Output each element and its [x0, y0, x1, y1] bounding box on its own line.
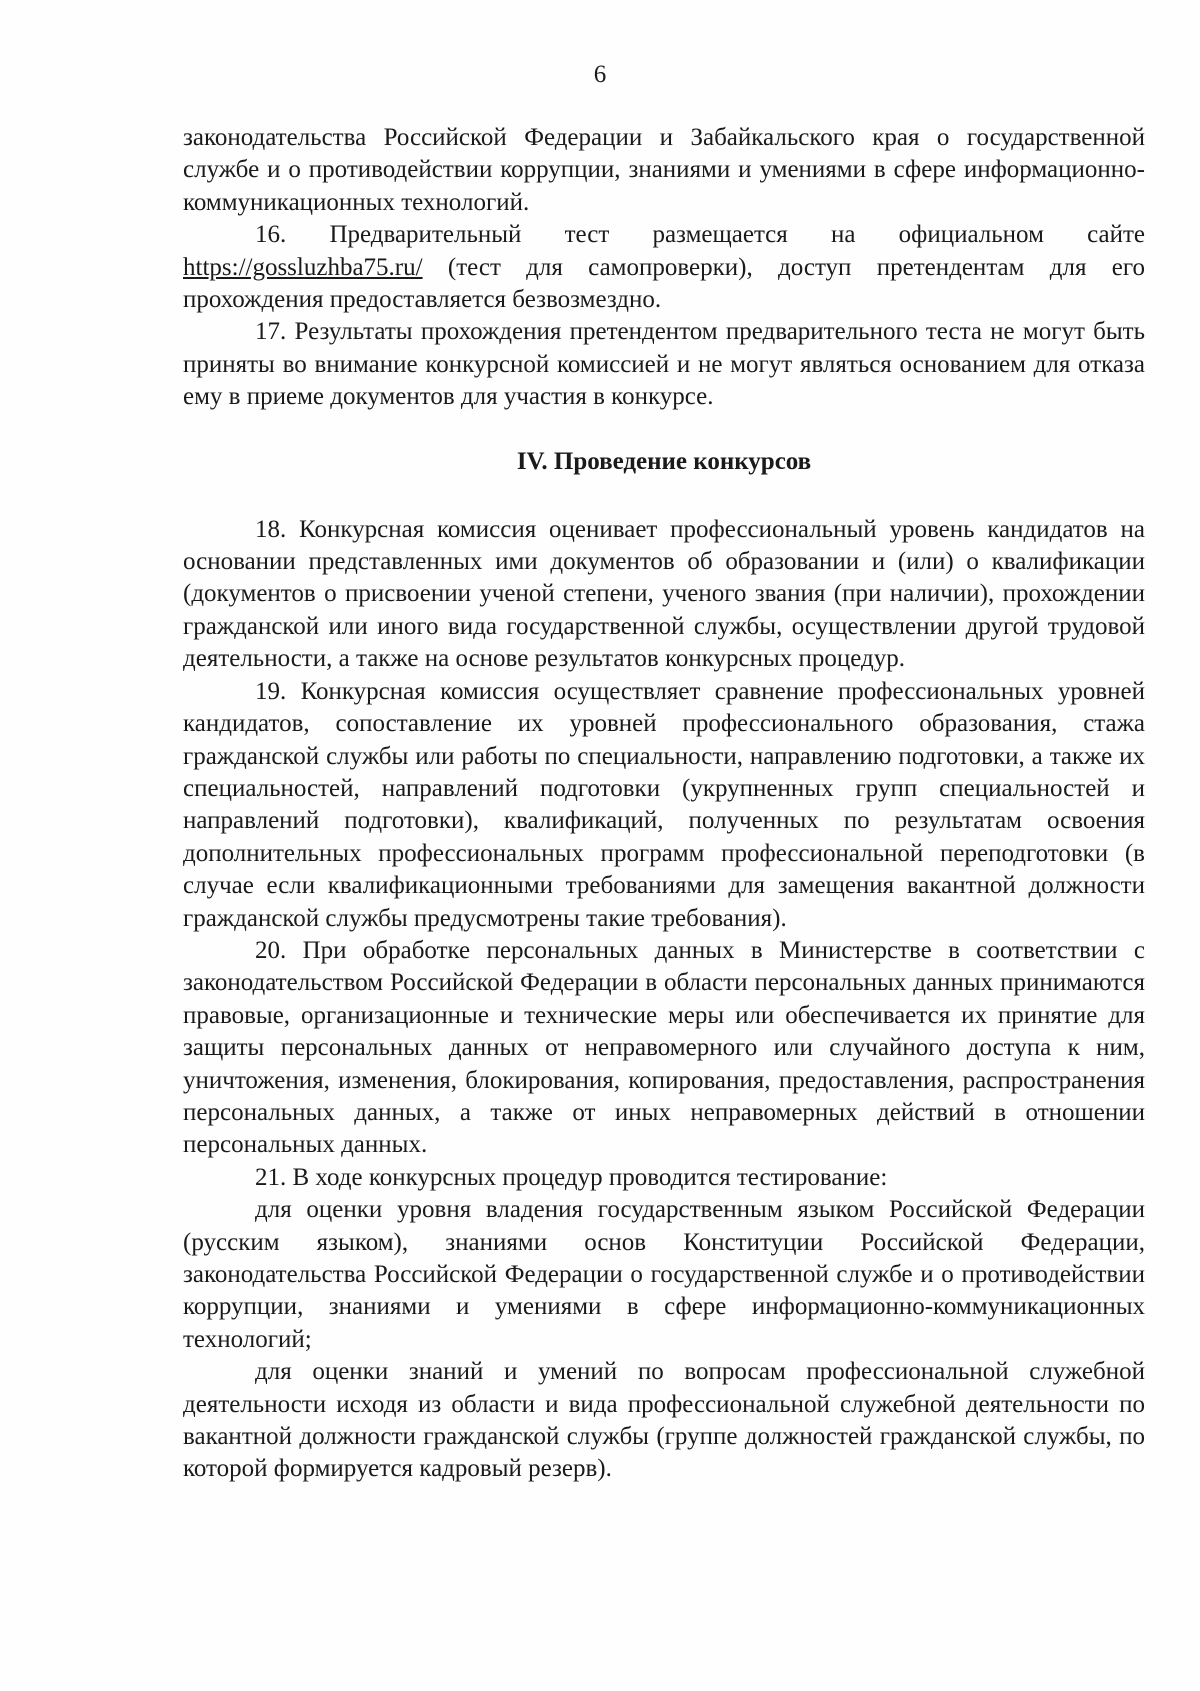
official-site-link[interactable]: https://gossluzhba75.ru/ — [183, 253, 423, 281]
paragraph-18: 18. Конкурсная комиссия оценивает профессиональный уровень кандидатов на основании представленных ими документов об образовании и (или) о квалификации (документов о присвоении ученой степени, ученого звания (при наличии), прохождении гражданской или иного вида государственной службы, осуществлении другой трудовой деятельности, а также на основе результатов конкурсных процедур. — [183, 515, 1145, 673]
paragraph-21-item-a: для оценки уровня владения государственным языком Российской Федерации (русским языком), знаниями основ Конституции Российской Федерации, законодательства Российской Федерации о государственной службе и о противодействии коррупции, знаниями и умениями в сфере информационно-коммуникационных технологий; — [183, 1196, 1145, 1353]
section-heading: IV. Проведение конкурсов — [516, 447, 812, 475]
paragraph-16-text-start: 16. Предварительный тест размещается на официальном сайте — [255, 221, 1145, 249]
document-body — [183, 122, 1145, 1486]
paragraph-20: 20. При обработке персональных данных в Министерстве в соответствии с законодательством Российской Федерации в области персональных данных принимаются правовые, организационные и технические меры или обеспечивается их принятие для защиты персональных данных от неправомерного или случайного доступа к ним, уничтожения, изменения, блокирования, копирования, предоставления, распространения персональных данных, а также от иных неправомерных действий в отношении персональных данных. — [183, 936, 1145, 1159]
paragraph-16-text-end: (тест для самопроверки), доступ претендентам для его прохождения предоставляется безвозмездно. — [183, 253, 1145, 314]
paragraph-15-continuation: законодательства Российской Федерации и Забайкальского края о государственной службе и о противодействии коррупции, знаниями и умениями в сфере информационно-коммуникационных технологий. — [183, 124, 1145, 216]
paragraph-21: 21. В ходе конкурсных процедур проводится тестирование: — [255, 1163, 888, 1191]
paragraph-19: 19. Конкурсная комиссия осуществляет сравнение профессиональных уровней кандидатов, сопоставление их уровней профессионального образования, стажа гражданской службы или работы по специальности, направлению подготовки, а также их специальностей, направлений подготовки (укрупненных групп специальностей и направлений подготовки), квалификаций, полученных по результатам освоения дополнительных профессиональных программ профессиональной переподготовки (в случае если квалификационными требованиями для замещения вакантной должности гражданской службы предусмотрены такие требования). — [183, 677, 1145, 932]
paragraph-17: 17. Результаты прохождения претендентом предварительного теста не могут быть приняты во внимание конкурсной комиссией и не могут являться основанием для отказа ему в приеме документов для участия в конкурсе. — [183, 318, 1145, 411]
page-number: 6 — [593, 61, 607, 88]
paragraph-21-item-b: для оценки знаний и умений по вопросам профессиональной служебной деятельности исходя из области и вида профессиональной служебной деятельности по вакантной должности гражданской службы (группе должностей гражданской службы, по которой формируется кадровый резерв). — [183, 1358, 1145, 1483]
paragraph-16 — [183, 219, 1145, 316]
